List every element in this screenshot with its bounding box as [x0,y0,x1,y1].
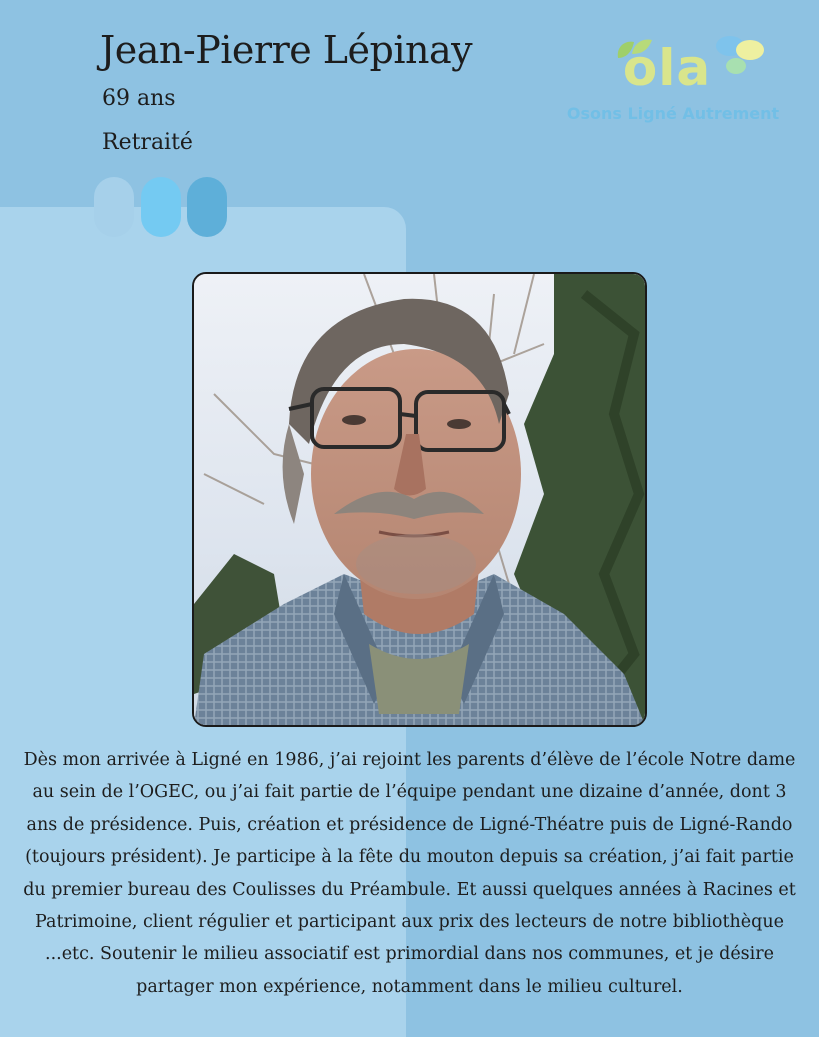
portrait-photo [192,272,647,727]
decorative-pill-mid [141,177,181,237]
person-name: Jean-Pierre Lépinay [100,28,473,72]
person-age: 69 ans [102,86,176,111]
decorative-pill-light [94,177,134,237]
person-occupation: Retraité [102,130,193,155]
decorative-pill-dark [187,177,227,237]
logo-wordmark: ola [622,39,712,97]
biography-text: Dès mon arrivée à Ligné en 1986, j’ai rejoint les parents d’élève de l’école Notre dame au sein de l’OGEC, ou j’ai fait partie de l’équipe pendant une dizaine d’année, dont 3 ans de présidence. Puis, création et présidence de Ligné-Théatre puis de Ligné-Rando (toujours président). Je participe à la fête du mouton depuis sa création, j’ai fait partie du premier bureau des Coulisses du Préambule. Et aussi quelques années à Racines et Patrimoine, client régulier et participant aux prix des lecteurs de notre bibliothèque ...etc. Soutenir le milieu associatif est primordial dans nos communes, et je désire partager mon expérience, notamment dans le milieu culturel. [23,750,796,997]
ola-logo [562,34,784,130]
portrait-illustration [194,274,645,725]
logo-tagline: Osons Ligné Autrement [566,104,780,123]
speech-bubbles-icon [710,34,770,84]
